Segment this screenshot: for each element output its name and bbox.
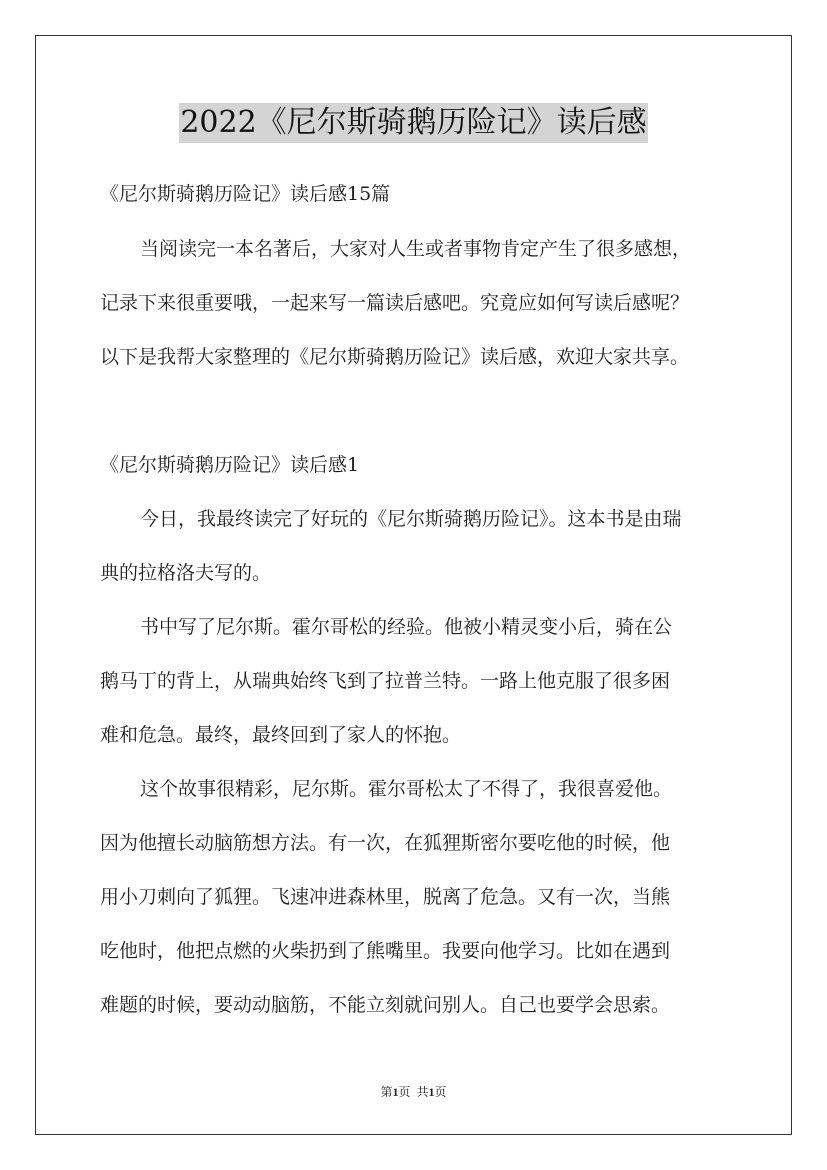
page-prefix: 第	[380, 1085, 393, 1099]
total-prefix: 共	[416, 1085, 429, 1099]
paragraph3-line-1: 这个故事很精彩，尼尔斯。霍尔哥松太了不得了，我很喜爱他。	[140, 778, 673, 800]
paragraph3-line-2: 因为他擅长动脑筋想方法。有一次，在狐狸斯密尔要吃他的时候，他	[100, 832, 671, 854]
paragraph3-line-5: 难题的时候，要动动脑筋，不能立刻就问别人。自己也要学会思索。	[100, 994, 671, 1016]
paragraph2-line-2: 鹅马丁的背上，从瑞典始终飞到了拉普兰特。一路上他克服了很多困	[100, 670, 671, 692]
page-number: 1	[392, 1085, 399, 1099]
intro-line-2: 记录下来很重要哦，一起来写一篇读后感吧。究竟应如何写读后感呢？	[100, 292, 690, 314]
page-footer	[0, 1084, 827, 1100]
intro-line-1: 当阅读完一本名著后，大家对人生或者事物肯定产生了很多感想，	[140, 238, 692, 260]
paragraph1-line-1: 今日，我最终读完了好玩的《尼尔斯骑鹅历险记》。这本书是由瑞	[140, 508, 682, 530]
total-pages: 1	[428, 1085, 435, 1099]
title-container	[0, 103, 827, 143]
paragraph3-line-4: 吃他时，他把点燃的火柴扔到了熊嘴里。我要向他学习。比如在遇到	[100, 940, 671, 962]
intro-line-3: 以下是我帮大家整理的《尼尔斯骑鹅历险记》读后感，欢迎大家共享。	[100, 346, 690, 368]
paragraph3-line-3: 用小刀刺向了狐狸。飞速冲进森林里，脱离了危急。又有一次，当熊	[100, 886, 671, 908]
section-heading: 《尼尔斯骑鹅历险记》读后感1	[100, 454, 360, 476]
page-suffix: 页	[398, 1085, 411, 1099]
document-title: 2022《尼尔斯骑鹅历险记》读后感	[179, 103, 647, 143]
paragraph2-line-1: 书中写了尼尔斯。霍尔哥松的经验。他被小精灵变小后，骑在公	[140, 616, 673, 638]
document-subtitle: 《尼尔斯骑鹅历险记》读后感15篇	[100, 183, 391, 205]
total-suffix: 页	[434, 1085, 447, 1099]
paragraph2-line-3: 难和危急。最终，最终回到了家人的怀抱。	[100, 724, 462, 746]
paragraph1-line-2: 典的拉格洛夫写的。	[100, 562, 272, 584]
